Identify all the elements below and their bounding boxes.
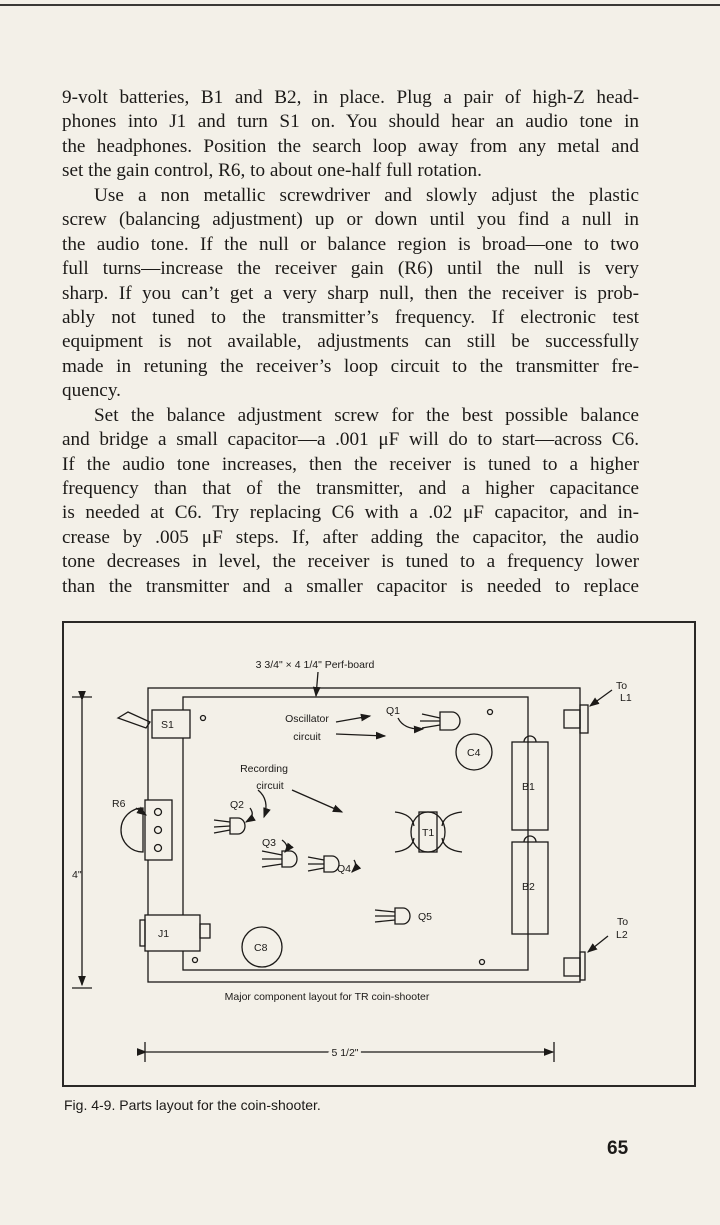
mounting-hole (193, 958, 198, 963)
width-dimension-label: 5 1/2" (331, 1047, 359, 1059)
oscillator-label: Oscillator (285, 713, 329, 725)
oscillator-arrow (336, 716, 370, 722)
text-line: equipment is not available, adjustments can still be successfully (62, 331, 639, 353)
text-line: sharp. If you can’t get a very sharp null, then the receiver is prob- (62, 282, 639, 304)
to-l2-label: L2 (616, 929, 628, 941)
mounting-hole (488, 710, 493, 715)
to-l1-label: L1 (620, 692, 632, 704)
c4-label: C4 (467, 747, 481, 759)
q3-transistor-icon (282, 851, 297, 867)
j1-jack (145, 915, 200, 951)
q2-label: Q2 (230, 799, 245, 811)
figure-caption: Fig. 4-9. Parts layout for the coin-shooter. (64, 1097, 321, 1113)
layout-caption: Major component layout for TR coin-shooter (224, 991, 430, 1003)
q5-label: Q5 (418, 911, 433, 923)
recording-arrow (292, 790, 342, 812)
l2-connector-body (564, 958, 580, 976)
toggle-lever-icon (118, 712, 150, 728)
l1-connector-body (564, 710, 580, 728)
text-line: the audio tone. If the null or balance region is broad—one to two (62, 233, 639, 255)
text-line: ably not tuned to the transmitter’s frequency. If electronic test (62, 306, 639, 328)
perfboard-label: 3 3/4" × 4 1/4" Perf-board (255, 659, 375, 671)
text-line: screw (balancing adjustment) up or down until you find a null in (62, 209, 639, 231)
q3-arrow (282, 840, 287, 852)
text-line: full turns—increase the receiver gain (R6) until the null is very (62, 258, 639, 280)
r6-knob-icon (121, 808, 143, 852)
b1-label: B1 (522, 781, 535, 793)
to-l2-label: To (617, 916, 629, 928)
q4-arrow (352, 860, 356, 872)
c8-label: C8 (254, 942, 268, 954)
text-line: phones into J1 and turn S1 on. You should hear an audio tone in (62, 111, 639, 133)
text-line: If the audio tone increases, then the receiver is tuned to a higher (62, 453, 639, 475)
text-line: the headphones. Position the search loop away from any metal and (62, 135, 639, 157)
q2-leads (214, 820, 230, 833)
chassis-outline (148, 688, 580, 982)
oscillator-arrow (336, 734, 385, 736)
text-line: crease by .005 μF steps. If, after adding the capacitor, the audio (62, 526, 639, 548)
q5-leads (375, 910, 395, 922)
l2-connector (580, 952, 585, 980)
text-line: Use a non metallic screwdriver and slowly adjust the plastic (94, 184, 639, 206)
text-line: Set the balance adjustment screw for the best possible balance (94, 404, 639, 426)
text-line: tone decreases in level, the receiver is tuned to a frequency lower (62, 551, 639, 573)
q4-leads (308, 857, 324, 871)
q2-transistor-icon (230, 818, 245, 834)
r6-label: R6 (112, 798, 126, 810)
page-number: 65 (607, 1138, 629, 1159)
j1-label: J1 (158, 928, 170, 940)
recording-arrow (258, 790, 266, 817)
q1-transistor-icon (440, 712, 460, 730)
q1-label: Q1 (386, 705, 401, 717)
text-line: than the transmitter and a smaller capacitor is needed to replace (62, 575, 639, 597)
mounting-hole (201, 716, 206, 721)
recording-label: Recording (240, 763, 288, 775)
s1-label: S1 (161, 719, 174, 731)
text-line: 9-volt batteries, B1 and B2, in place. Plug a pair of high-Z head- (62, 87, 639, 108)
q3-leads (262, 851, 282, 867)
q1-leads (420, 714, 440, 728)
text-line: quency. (62, 380, 121, 402)
height-dimension-label: 4" (72, 869, 82, 881)
b2-label: B2 (522, 881, 535, 893)
t1-label: T1 (422, 827, 435, 839)
text-line: is needed at C6. Try replacing C6 with a .02 μF capacitor, and in- (62, 502, 639, 524)
l1-connector (580, 705, 588, 733)
text-line: made in retuning the receiver’s loop circuit to the transmitter fre- (62, 355, 639, 377)
q5-transistor-icon (395, 908, 410, 924)
text-line: set the gain control, R6, to about one-half full rotation. (62, 160, 482, 182)
to-l1-label: To (616, 680, 628, 692)
perfboard-leader (316, 672, 318, 696)
oscillator-label: circuit (293, 731, 321, 743)
text-line: and bridge a small capacitor—a .001 μF will do to start—across C6. (62, 429, 639, 451)
l1-arrow (590, 690, 612, 706)
text-line: frequency than that of the transmitter, and a higher capacitance (62, 478, 639, 499)
j1-lug (200, 924, 210, 938)
l2-arrow (588, 936, 608, 952)
mounting-hole (480, 960, 485, 965)
q1-arrow (398, 718, 423, 729)
q3-label: Q3 (262, 837, 277, 849)
q4-label: Q4 (337, 863, 352, 875)
j1-nut (140, 920, 145, 946)
q2-arrow (246, 808, 252, 822)
recording-label: circuit (256, 780, 284, 792)
